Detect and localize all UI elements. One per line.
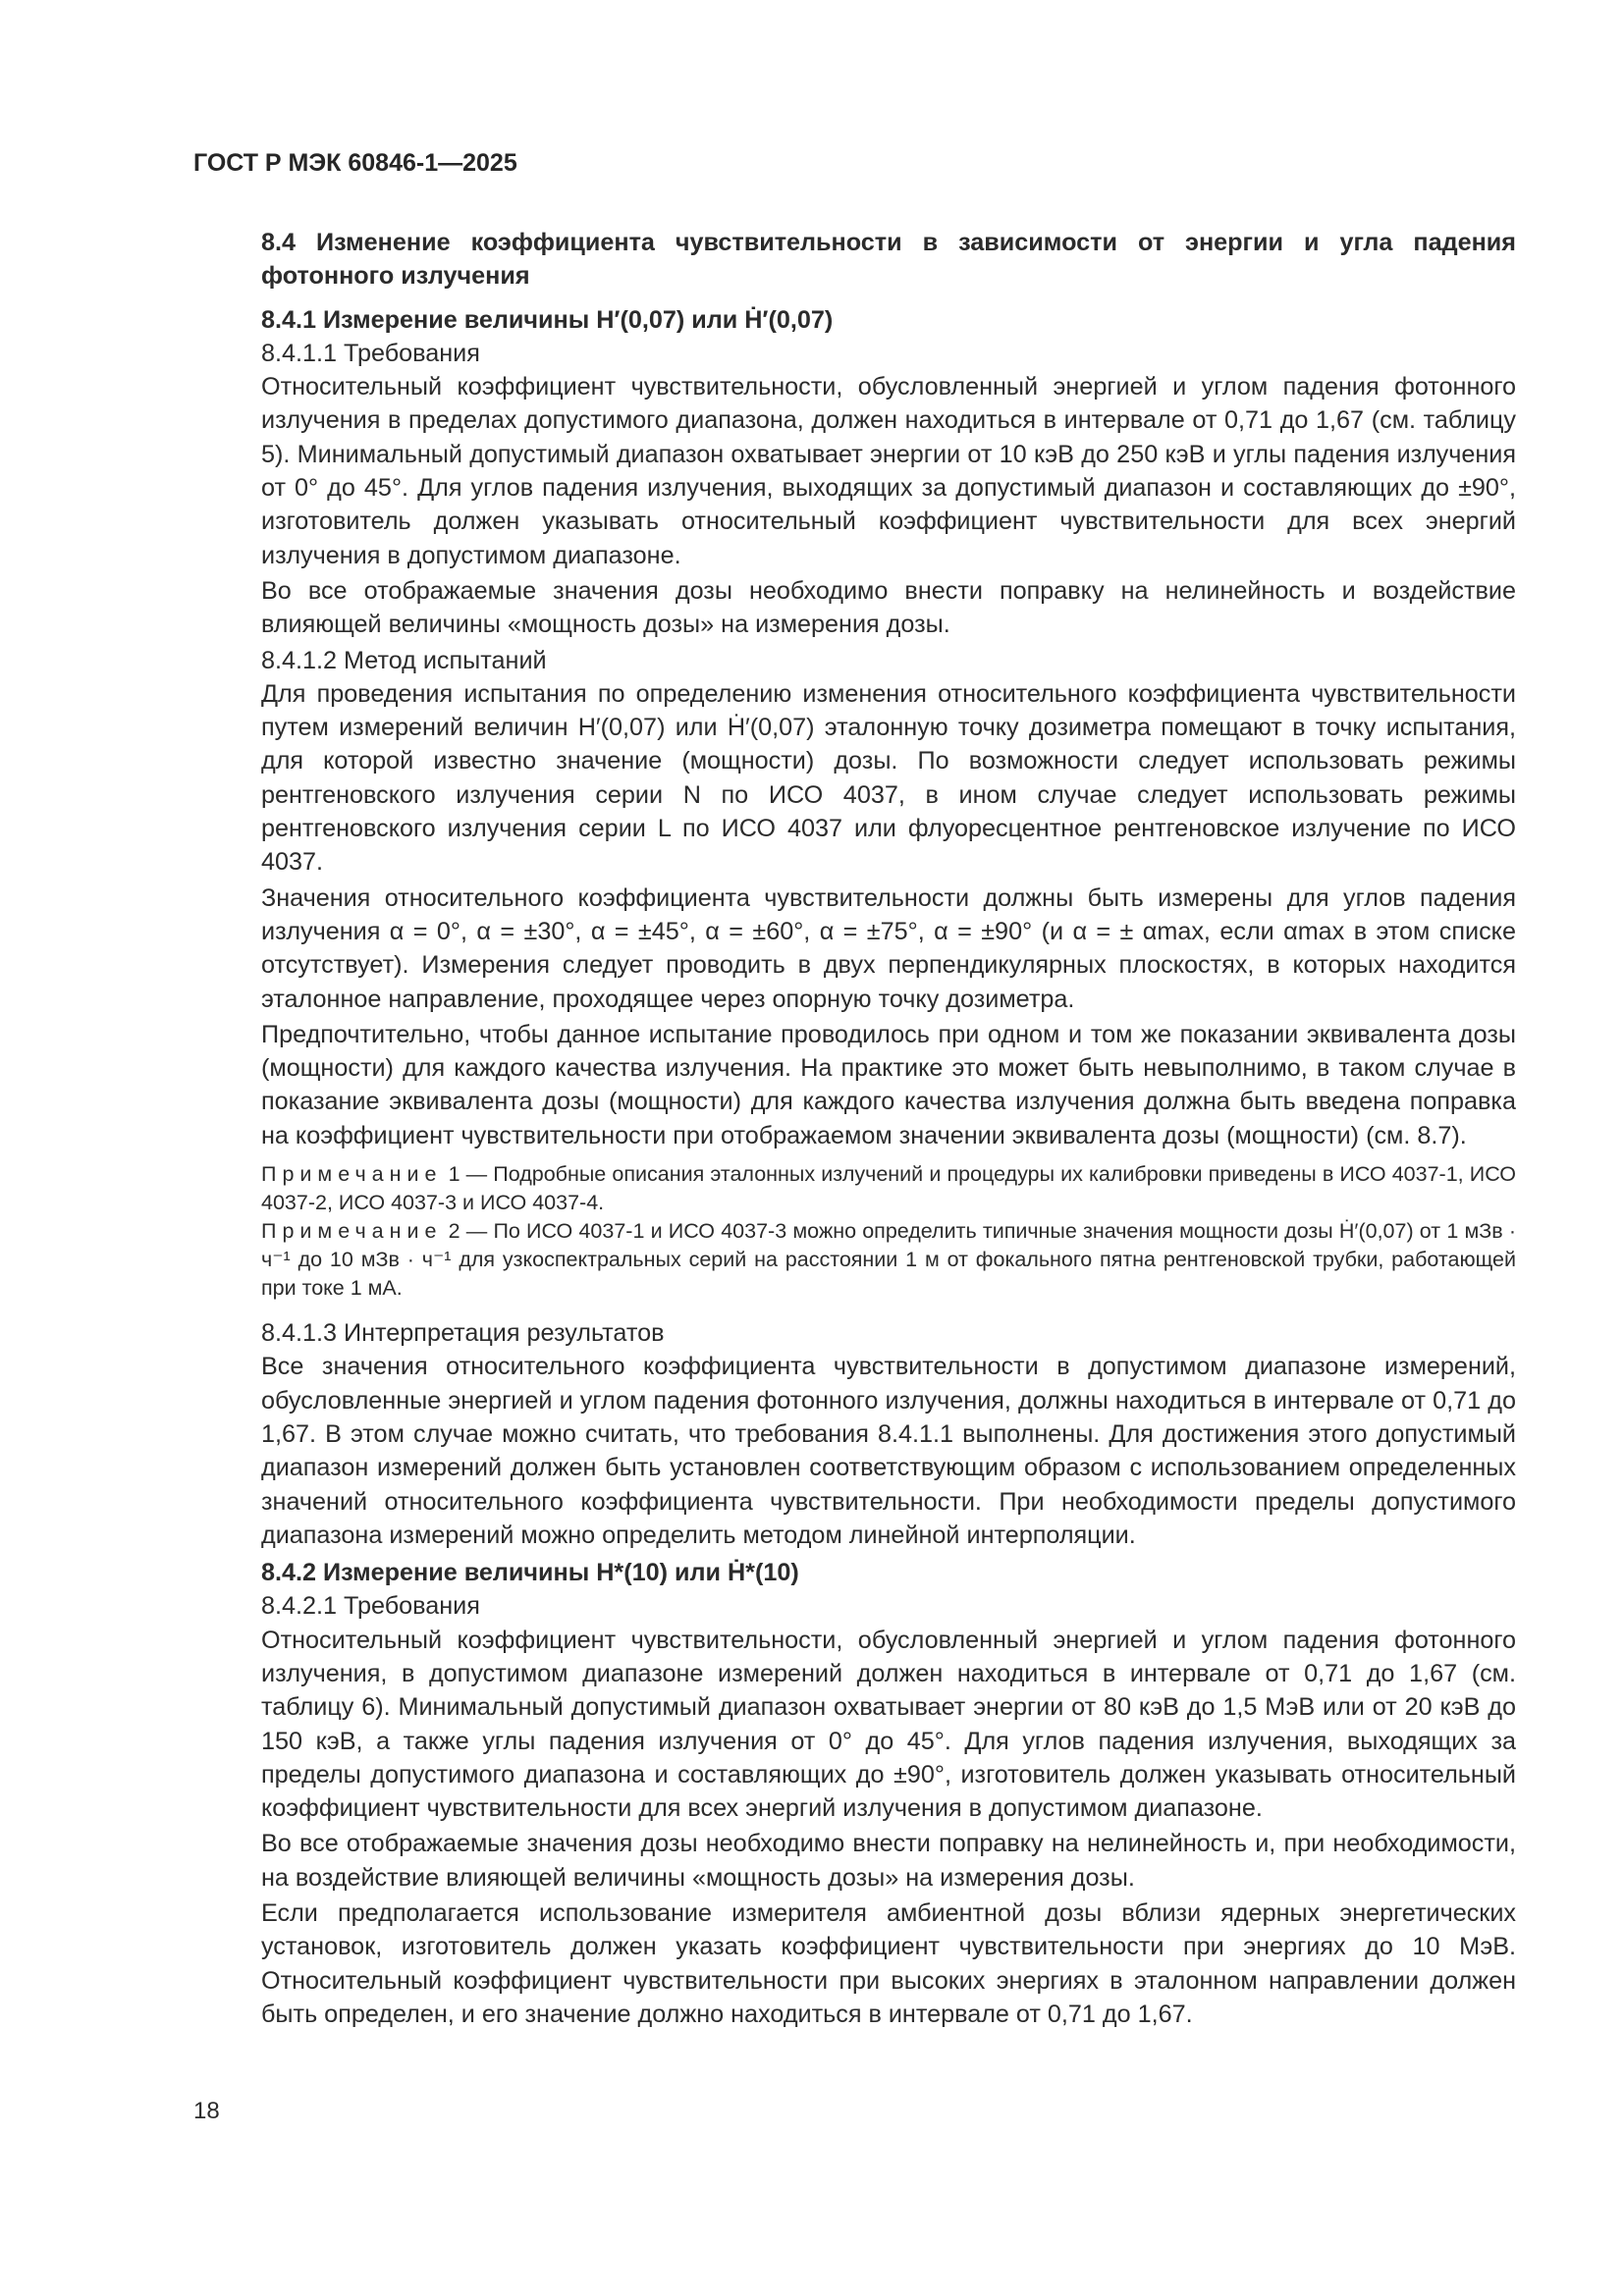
paragraph: Для проведения испытания по определению изменения относительного коэффициента чувствительности путем измерений величин H′(0,07) или Ḣ′(0,07) эталонную точку дозиметра помещают в точку испытания, для которой известно значение (мощности) дозы. По возможности следует использовать режимы рентгеновского излучения серии N по ИСО 4037, в ином случае следует использовать режимы рентгеновского излучения серии L по ИСО 4037 или флуоресцентное рентгеновское излучение по ИСО 4037.: [261, 679, 1516, 877]
note-2: [261, 1217, 1516, 1303]
note-label: Примечание: [261, 1219, 443, 1244]
clause-title-8-4-1-2: 8.4.1.2 Метод испытаний: [261, 646, 547, 674]
note-text: 1 — Подробные описания эталонных излучений и процедуры их калибровки приведены в ИСО 4037-1, ИСО 4037-2, ИСО 4037-3 и ИСО 4037-4.: [261, 1162, 1516, 1215]
note-label: Примечание: [261, 1162, 443, 1187]
paragraph: Относительный коэффициент чувствительности, обусловленный энергией и углом падения фотонного излучения, в допустимом диапазоне измерений должен находиться в интервале от 0,71 до 1,67 (см. таблицу 6). Минимальный допустимый диапазон охватывает энергии от 80 кэВ до 1,5 МэВ или от 20 кэВ до 150 кэВ, а также углы падения излучения от 0° до 45°. Для углов падения излучения, выходящих за пределы допустимого диапазона и составляющих до ±90°, изготовитель должен указывать относительный коэффициент чувствительности для всех энергий излучения в допустимом диапазоне.: [261, 1626, 1516, 1823]
paragraph: Если предполагается использование измерителя амбиентной дозы вблизи ядерных энергетических установок, изготовитель должен указать коэффициент чувствительности при энергиях до 10 МэВ. Относительный коэффициент чувствительности при высоких энергиях в эталонном направлении должен быть определен, и его значение должно находиться в интервале от 0,71 до 1,67.: [261, 1899, 1516, 2028]
note-text: 2 — По ИСО 4037-1 и ИСО 4037-3 можно определить типичные значения мощности дозы Ḣ′(0,07) от 1 мЗв · ч⁻¹ до 10 мЗв · ч⁻¹ для узкоспектральных серий на расстоянии 1 м от фокального пятна рентгеновской трубки, работающей при токе 1 мА.: [261, 1219, 1516, 1301]
note-1: [261, 1160, 1516, 1217]
document-header: ГОСТ Р МЭК 60846-1—2025: [193, 149, 517, 177]
paragraph: Все значения относительного коэффициента чувствительности в допустимом диапазоне измерений, обусловленные энергией и углом падения фотонного излучения, должны находиться в интервале от 0,71 до 1,67. В этом случае можно считать, что требования 8.4.1.1 выполнены. Для достижения этого допустимый диапазон измерений должен быть установлен соответствующим образом с использованием определенных значений относительного коэффициента чувствительности. При необходимости пределы допустимого диапазона измерений можно определить методом линейной интерполяции.: [261, 1353, 1516, 1549]
paragraph: Относительный коэффициент чувствительности, обусловленный энергией и углом падения фотонного излучения в пределах допустимого диапазона, должен находиться в интервале от 0,71 до 1,67 (см. таблицу 5). Минимальный допустимый диапазон охватывает энергии от 10 кэВ до 250 кэВ и углы падения излучения от 0° до 45°. Для углов падения излучения, выходящих за допустимый диапазон и составляющих до ±90°, изготовитель должен указывать относительный коэффициент чувствительности для всех энергий излучения в допустимом диапазоне.: [261, 373, 1516, 569]
subsection-title-8-4-1: 8.4.1 Измерение величины H′(0,07) или Ḣ′(0,07): [261, 305, 834, 334]
page-number: 18: [193, 2098, 220, 2124]
section-title: 8.4 Изменение коэффициента чувствительности в зависимости от энергии и угла падения фотонного излучения: [261, 229, 1516, 291]
paragraph: Значения относительного коэффициента чувствительности должны быть измерены для углов падения излучения α = 0°, α = ±30°, α = ±45°, α = ±60°, α = ±75°, α = ±90° (и α = ± αmax, если αmax в этом списке отсутствует). Измерения следует проводить в двух перпендикулярных плоскостях, в которых находится эталонное направление, проходящее через опорную точку дозиметра.: [261, 883, 1516, 1013]
subsection-title-8-4-2: 8.4.2 Измерение величины H*(10) или Ḣ*(10): [261, 1559, 799, 1587]
clause-title-8-4-1-1: 8.4.1.1 Требования: [261, 339, 480, 367]
paragraph: Во все отображаемые значения дозы необходимо внести поправку на нелинейность и воздействие влияющей величины «мощность дозы» на измерения дозы.: [261, 576, 1516, 639]
clause-title-8-4-1-3: 8.4.1.3 Интерпретация результатов: [261, 1319, 665, 1348]
paragraph: Во все отображаемые значения дозы необходимо внести поправку на нелинейность и, при необходимости, на воздействие влияющей величины «мощность дозы» на измерения дозы.: [261, 1830, 1516, 1892]
clause-title-8-4-2-1: 8.4.2.1 Требования: [261, 1592, 480, 1621]
paragraph: Предпочтительно, чтобы данное испытание проводилось при одном и том же показании эквивалента дозы (мощности) для каждого качества излучения. На практике это может быть невыполнимо, в таком случае в показание эквивалента дозы (мощности) для каждого качества излучения должна быть введена поправка на коэффициент чувствительности при отображаемом значении эквивалента дозы (мощности) (см. 8.7).: [261, 1020, 1516, 1149]
document-body: [261, 226, 1516, 2031]
